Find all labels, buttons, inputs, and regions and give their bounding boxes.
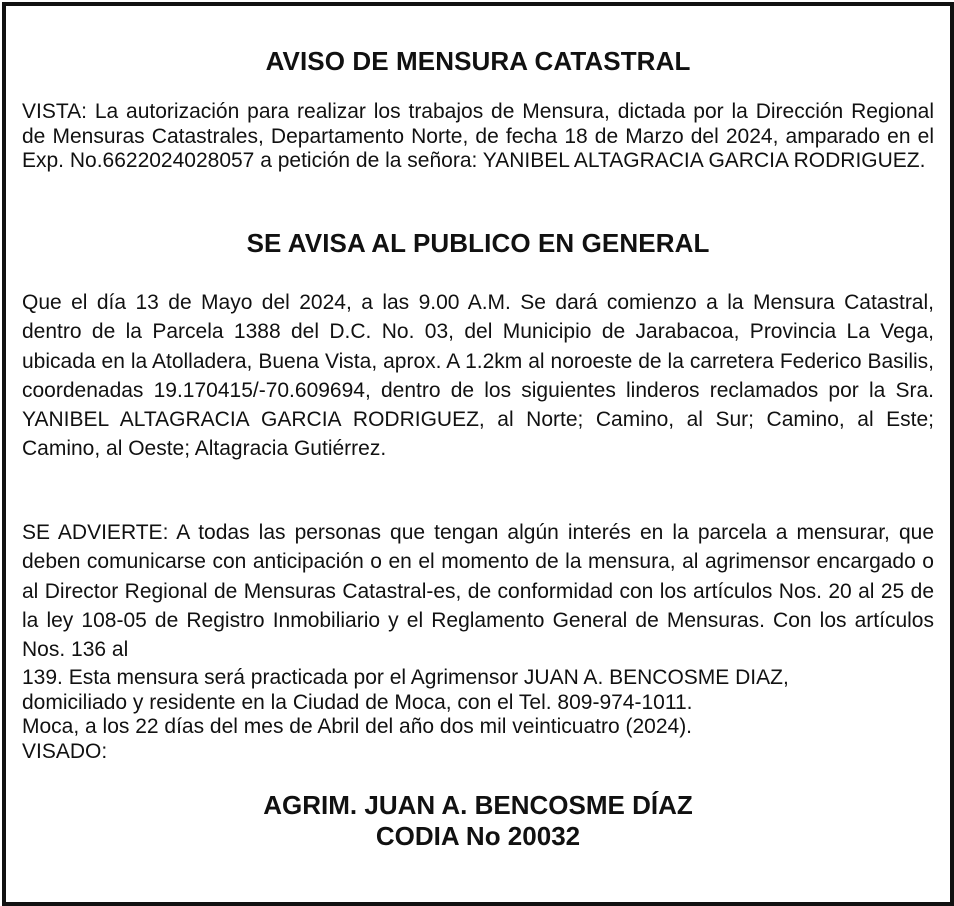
public-notice-heading: SE AVISA AL PUBLICO EN GENERAL	[246, 228, 710, 258]
date-line: Moca, a los 22 días del mes de Abril del año dos mil veinticuatro (2024).	[22, 715, 693, 738]
signature-codia: CODIA No 20032	[375, 821, 581, 851]
visado-label: VISADO:	[22, 739, 108, 763]
signature-block	[22, 790, 934, 852]
warning-paragraph: SE ADVIERTE: A todas las personas que tengan algún interés en la parcela a mensurar, que deben comunicarse con anticipación o en el momento de la mensura, al agrimensor encargado o al Director Regional de Mensuras Catastral-es, de conformidad con los artículos Nos. 20 al 25 de la ley 108-05 de Registro Inmobiliario y el Reglamento General de Mensuras. Con los artículos Nos. 136 al	[22, 521, 934, 662]
warning-paragraph-tail	[22, 666, 934, 764]
notice-title: AVISO DE MENSURA CATASTRAL	[265, 46, 691, 76]
address-phone-line: domiciliado y residente en la Ciudad de Moca, con el Tel. 809-974-1011.	[22, 690, 693, 714]
surveyor-line: 139. Esta mensura será practicada por el Agrimensor JUAN A. BENCOSME DIAZ,	[22, 666, 789, 689]
signature-name: AGRIM. JUAN A. BENCOSME DÍAZ	[263, 790, 693, 820]
vista-paragraph: VISTA: La autorización para realizar los trabajos de Mensura, dictada por la Dirección Regional de Mensuras Catastrales, Departamento Norte, de fecha 18 de Marzo del 2024, amparado en el Exp. No.6622024028057 a petición de la señora: YANIBEL ALTAGRACIA GARCIA RODRIGUEZ.	[22, 100, 934, 172]
notice-frame	[2, 2, 954, 906]
survey-details-paragraph: Que el día 13 de Mayo del 2024, a las 9.00 A.M. Se dará comienzo a la Mensura Catastral, dentro de la Parcela 1388 del D.C. No. 03, del Municipio de Jarabacoa, Provincia La Vega, ubicada en la Atolladera, Buena Vista, aprox. A 1.2km al noroeste de la carretera Federico Basilis, coordenadas 19.170415/-70.609694, dentro de los siguientes linderos reclamados por la Sra. YANIBEL ALTAGRACIA GARCIA RODRIGUEZ, al Norte; Camino, al Sur; Camino, al Este; Camino, al Oeste; Altagracia Gutiérrez.	[22, 291, 934, 461]
